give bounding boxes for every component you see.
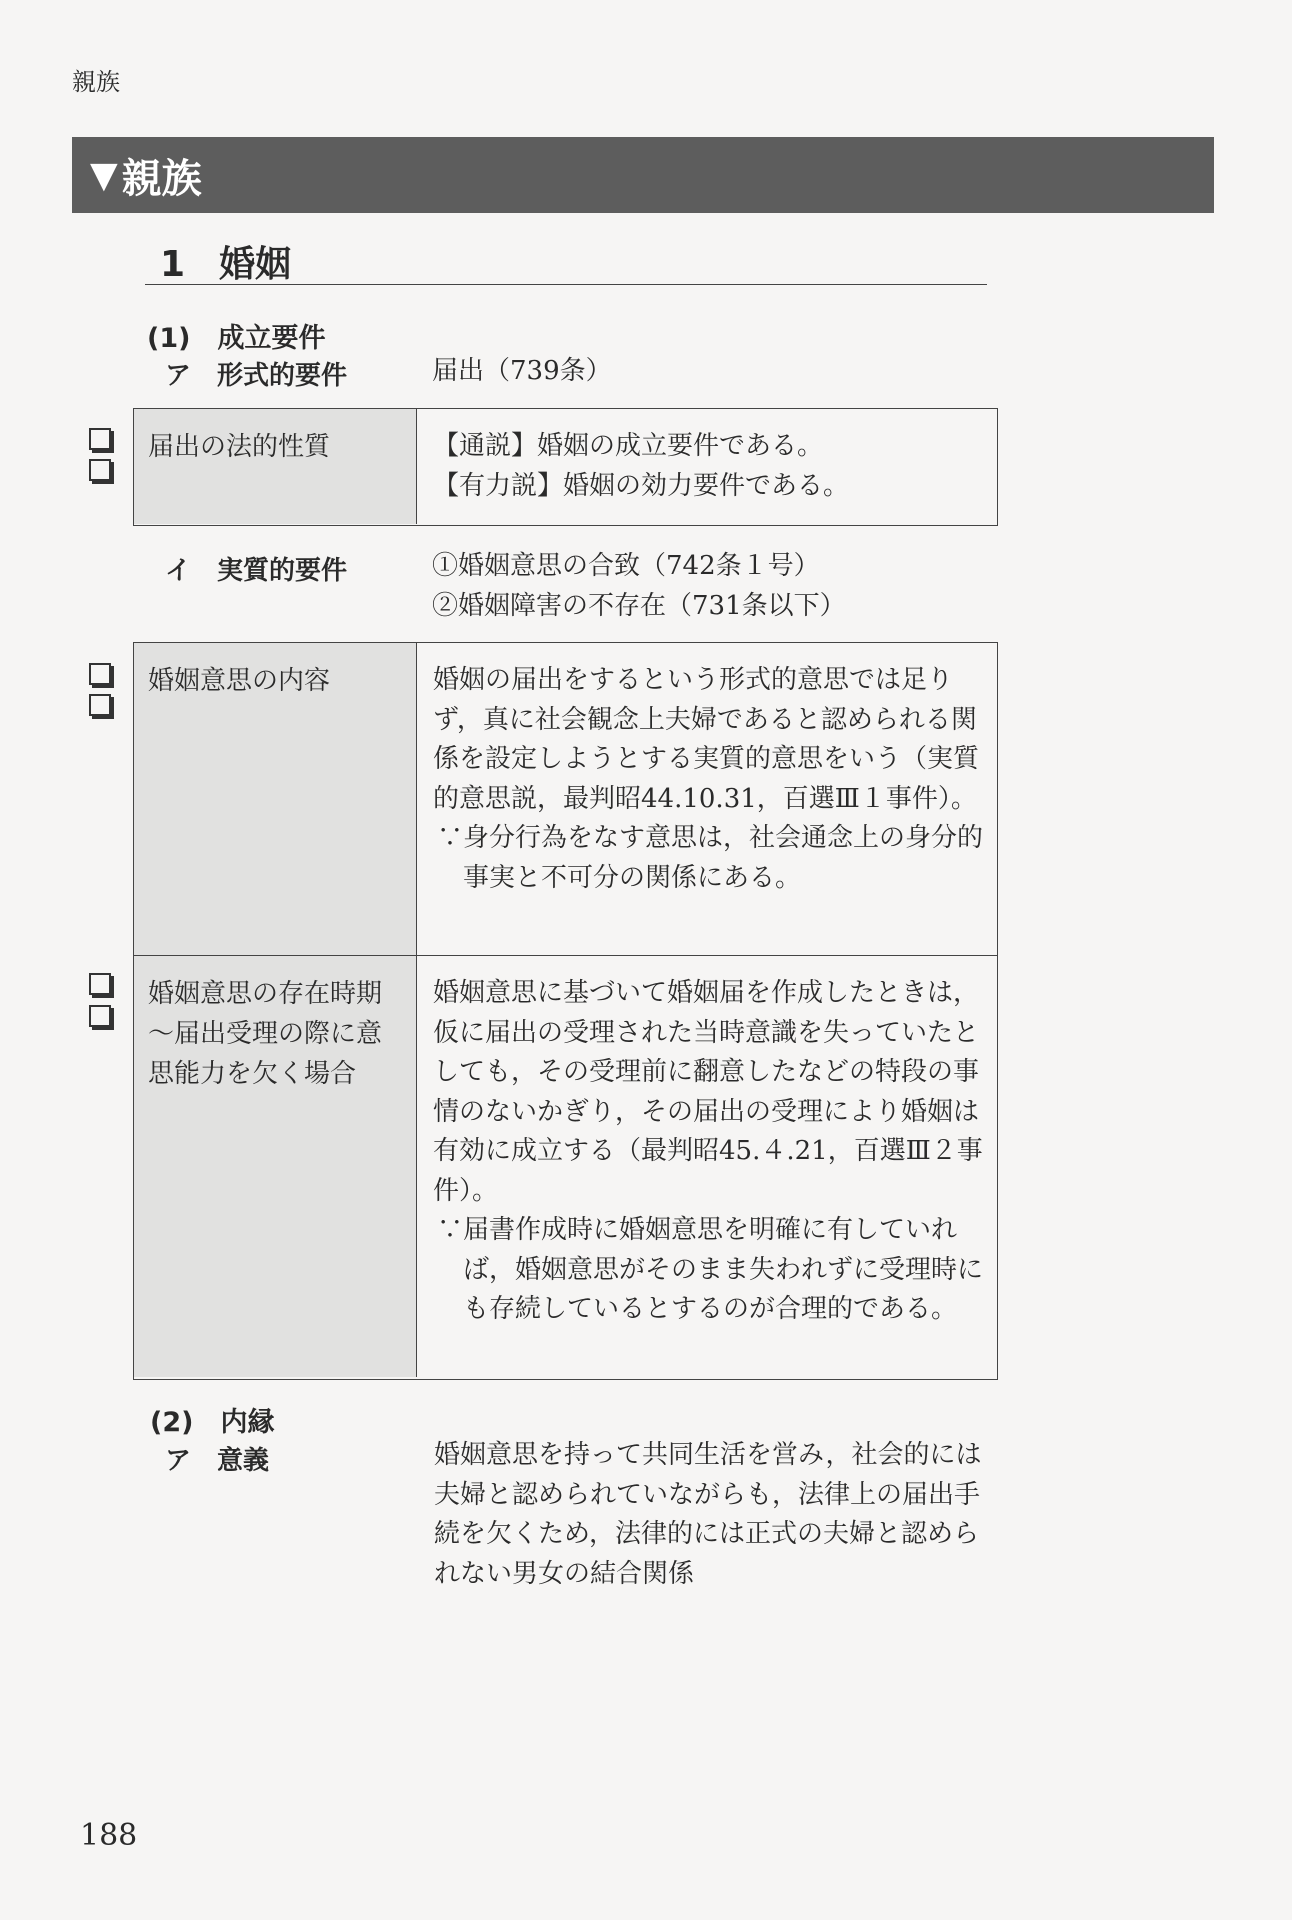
row-body-text: 婚姻の届出をするという形式的意思では足りず，真に社会観念上夫婦であると認められる関係を設定しようとする実質的意思をいう（実質的意思説，最判昭44.10.31，百選Ⅲ１事件）。 <box>433 665 980 814</box>
item-value-definition: 婚姻意思を持って共同生活を営み，社会的には夫婦と認められていながらも，法律上の届出手続を欠くため，法律的には正式の夫婦と認められない男女の結合関係 <box>434 1440 982 1589</box>
page-number: 188 <box>80 1818 138 1853</box>
table-marriage-intent <box>133 642 998 1380</box>
item-label-substantive: イ 実質的要件 <box>165 556 348 586</box>
theory-line: 【通説】婚姻の成立要件である。 <box>433 431 824 461</box>
reason-text: ∵身分行為をなす意思は，社会通念上の身分的事実と不可分の関係にある。 <box>437 823 984 893</box>
section-title-text: 婚姻 <box>219 244 292 285</box>
checkbox[interactable] <box>89 459 111 481</box>
item-label-formal: ア 形式的要件 <box>165 361 348 391</box>
subsection-heading-2: (2) 内縁 <box>150 1407 275 1438</box>
subsection-heading-1: (1) 成立要件 <box>147 323 326 354</box>
theory-line: 【有力説】婚姻の効力要件である。 <box>433 470 850 501</box>
section-divider <box>145 284 987 285</box>
row-body-text: 婚姻意思に基づいて婚姻届を作成したときは，仮に届出の受理された当時意識を失っていたとしても，その受理前に翻意したなどの特段の事情のないかぎり，その届出の受理により婚姻は有効に成立する（最判昭45.４.21，百選Ⅲ２事件）。 <box>433 978 983 1206</box>
row-body <box>417 409 997 524</box>
item-value-formal: 届出（739条） <box>432 356 612 386</box>
row-heading: 婚姻意思の内容 <box>134 643 417 955</box>
row-heading: 届出の法的性質 <box>134 409 417 524</box>
chapter-banner <box>72 137 1214 213</box>
chapter-title: 親族 <box>121 155 202 202</box>
running-head: 親族 <box>72 68 120 96</box>
table-row <box>134 409 997 524</box>
checkbox[interactable] <box>89 694 111 716</box>
section-number: 1 <box>160 244 186 285</box>
requirement-line: ②婚姻障害の不存在（731条以下） <box>432 591 846 621</box>
row-heading: 婚姻意思の存在時期～届出受理の際に意思能力を欠く場合 <box>134 956 417 1377</box>
row-body <box>417 956 997 1377</box>
table-row <box>134 643 997 955</box>
requirement-line: ①婚姻意思の合致（742条１号） <box>432 551 820 581</box>
item-value-substantive <box>432 546 846 626</box>
table-legal-nature <box>133 408 998 526</box>
checkbox[interactable] <box>89 973 111 995</box>
checkbox[interactable] <box>89 1005 111 1027</box>
section-title <box>160 236 291 287</box>
table-row <box>134 955 997 1377</box>
reason-text: ∵届書作成時に婚姻意思を明確に有していれば，婚姻意思がそのまま失われずに受理時にも存続しているとするのが合理的である。 <box>437 1215 984 1324</box>
checkbox[interactable] <box>89 663 111 685</box>
checkbox[interactable] <box>89 428 111 450</box>
triangle-marker-icon: ▼ <box>90 154 118 196</box>
row-body <box>417 643 997 955</box>
item-label-definition: ア 意義 <box>165 1446 270 1476</box>
